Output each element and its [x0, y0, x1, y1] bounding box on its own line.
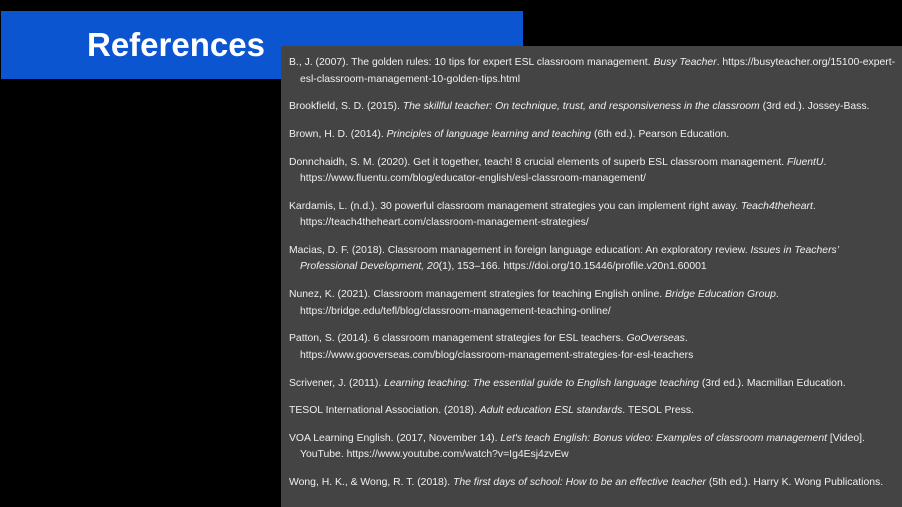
reference-text: Patton, S. (2014). 6 classroom management strategies for ESL teachers.: [289, 333, 627, 345]
reference-details: (1), 153–166. https://doi.org/10.15446/profile.v20n1.60001: [438, 261, 707, 273]
reference-details: (6th ed.). Pearson Education.: [591, 128, 730, 140]
reference-details: [Video]. YouTube. https://www.youtube.com/watch?v=Ig4Esj4zvEw: [300, 432, 865, 461]
reference-entry: [289, 475, 896, 492]
reference-entry: [289, 55, 896, 88]
reference-entry: [289, 331, 896, 364]
reference-text: Brown, H. D. (2014).: [289, 128, 387, 140]
reference-entry: [289, 155, 896, 188]
reference-text: VOA Learning English. (2017, November 14).: [289, 432, 501, 444]
reference-details: (5th ed.). Harry K. Wong Publications.: [705, 477, 884, 489]
reference-entry: [289, 403, 896, 420]
references-panel: [281, 46, 902, 507]
reference-details: . https://www.gooverseas.com/blog/classroom-management-strategies-for-esl-teachers: [300, 333, 694, 361]
references-list: [289, 55, 896, 492]
reference-text: B., J. (2007). The golden rules: 10 tips for expert ESL classroom management.: [289, 57, 654, 68]
reference-entry: [289, 287, 896, 320]
reference-details: . TESOL Press.: [622, 405, 694, 417]
reference-text: Scrivener, J. (2011).: [289, 377, 385, 389]
reference-entry: [289, 199, 896, 232]
reference-text: Nunez, K. (2021). Classroom management strategies for teaching English online.: [289, 289, 665, 301]
reference-details: . https://teach4theheart.com/classroom-management-strategies/: [300, 200, 816, 229]
reference-text: Macias, D. F. (2018). Classroom management in foreign language education: An exploratory review.: [289, 244, 751, 256]
reference-entry: [289, 127, 896, 144]
reference-source-title: Adult education ESL standards: [479, 405, 623, 417]
reference-text: Wong, H. K., & Wong, R. T. (2018).: [289, 477, 454, 489]
reference-source-title: GoOverseas: [626, 333, 685, 345]
reference-details: (3rd ed.). Jossey-Bass.: [759, 101, 870, 113]
reference-source-title: FluentU: [787, 156, 824, 168]
reference-details: (3rd ed.). Macmillan Education.: [698, 377, 846, 389]
reference-entry: [289, 99, 896, 116]
reference-source-title: Issues in Teachers’ Professional Development, 20: [300, 244, 839, 273]
reference-entry: [289, 431, 896, 464]
slide-title: References: [87, 26, 265, 63]
reference-source-title: Let's teach English: Bonus video: Examples of classroom management: [500, 432, 827, 444]
reference-details: . https://bridge.edu/tefl/blog/classroom-management-teaching-online/: [300, 289, 779, 317]
reference-source-title: Principles of language learning and teaching: [386, 128, 592, 140]
reference-source-title: The first days of school: How to be an effective teacher: [453, 477, 706, 489]
reference-source-title: Bridge Education Group: [665, 289, 776, 301]
reference-text: TESOL International Association. (2018).: [289, 405, 480, 417]
reference-source-title: Busy Teacher: [653, 57, 717, 68]
reference-text: Donnchaidh, S. M. (2020). Get it together, teach! 8 crucial elements of superb ESL classroom management.: [289, 156, 788, 168]
reference-entry: [289, 243, 896, 276]
reference-text: Brookfield, S. D. (2015).: [289, 101, 403, 113]
reference-source-title: Teach4theheart: [741, 200, 813, 212]
reference-details: . https://busyteacher.org/15100-expert-esl-classroom-management-10-golden-tips.html: [300, 57, 896, 85]
reference-source-title: Learning teaching: The essential guide to English language teaching: [384, 377, 699, 389]
reference-source-title: The skillful teacher: On technique, trust, and responsiveness in the classroom: [402, 101, 760, 113]
reference-text: Kardamis, L. (n.d.). 30 powerful classroom management strategies you can implement right away.: [289, 200, 742, 212]
reference-details: . https://www.fluentu.com/blog/educator-english/esl-classroom-management/: [300, 156, 827, 185]
reference-entry: [289, 376, 896, 393]
